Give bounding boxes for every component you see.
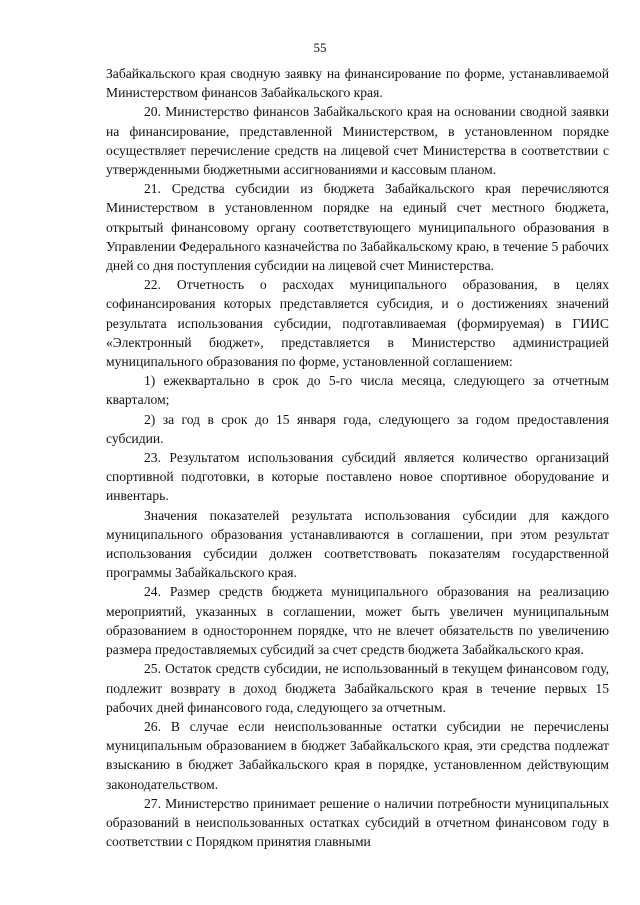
paragraph-subitem-2: 2) за год в срок до 15 января года, следующего за годом предоставления субсидии. xyxy=(106,411,609,446)
paragraph-item-24: 24. Размер средств бюджета муниципального образования на реализацию мероприятий, указанных в соглашении, может быть увеличен муниципальным образованием в одностороннем порядке, что не влечет обязательств по увеличению размера предоставляемых субсидий за счет средств бюджета Забайкальского края. xyxy=(106,584,609,658)
paragraph-item-20: 20. Министерство финансов Забайкальского края на основании сводной заявки на финансирование, представленной Министерством, в установленном порядке осуществляет перечисление средств на лицевой счет Министерства в соответствии с утвержденными бюджетными ассигнованиями и кассовым планом. xyxy=(106,104,609,178)
paragraph-item-26: 26. В случае если неиспользованные остатки субсидии не перечислены муниципальным образованием в бюджет Забайкальского края, эти средства подлежат взысканию в бюджет Забайкальского края в порядке, установленном действующим законодательством. xyxy=(106,718,609,792)
page-number: 55 xyxy=(313,40,327,55)
document-body xyxy=(106,64,609,851)
paragraph-continuation: Забайкальского края сводную заявку на финансирование по форме, устанавливаемой Министерством финансов Забайкальского края. xyxy=(106,66,609,101)
paragraph-subitem-1: 1) ежеквартально в срок до 5-го числа месяца, следующего за отчетным кварталом; xyxy=(106,373,609,408)
paragraph-item-21: 21. Средства субсидии из бюджета Забайкальского края перечисляются Министерством в установленном порядке на единый счет местного бюджета, открытый финансовому органу соответствующего муниципального образования в Управлении Федерального казначейства по Забайкальскому краю, в течение 5 рабочих дней со дня поступления субсидии на лицевой счет Министерства. xyxy=(106,181,609,274)
paragraph-indicator-values: Значения показателей результата использования субсидии для каждого муниципального образования устанавливаются в соглашении, при этом результат использования субсидии должен соответствовать показателям государственной программы Забайкальского края. xyxy=(106,507,609,581)
paragraph-item-22: 22. Отчетность о расходах муниципального образования, в целях софинансирования которых представляется субсидия, и о достижениях значений результата использования субсидии, подготавливаемая (формируемая) в ГИИС «Электронный бюджет», представляется в Министерство администрацией муниципального образования по форме, установленной соглашением: xyxy=(106,277,609,370)
paragraph-item-27: 27. Министерство принимает решение о наличии потребности муниципальных образований в неиспользованных остатках субсидий в отчетном финансовом году в соответствии с Порядком принятия главными xyxy=(106,795,609,850)
paragraph-item-23: 23. Результатом использования субсидий является количество организаций спортивной подготовки, в которые поставлено новое спортивное оборудование и инвентарь. xyxy=(106,450,609,504)
paragraph-item-25: 25. Остаток средств субсидии, не использованный в текущем финансовом году, подлежит возврату в доход бюджета Забайкальского края в течение первых 15 рабочих дней финансового года, следующего за отчетным. xyxy=(106,661,609,715)
